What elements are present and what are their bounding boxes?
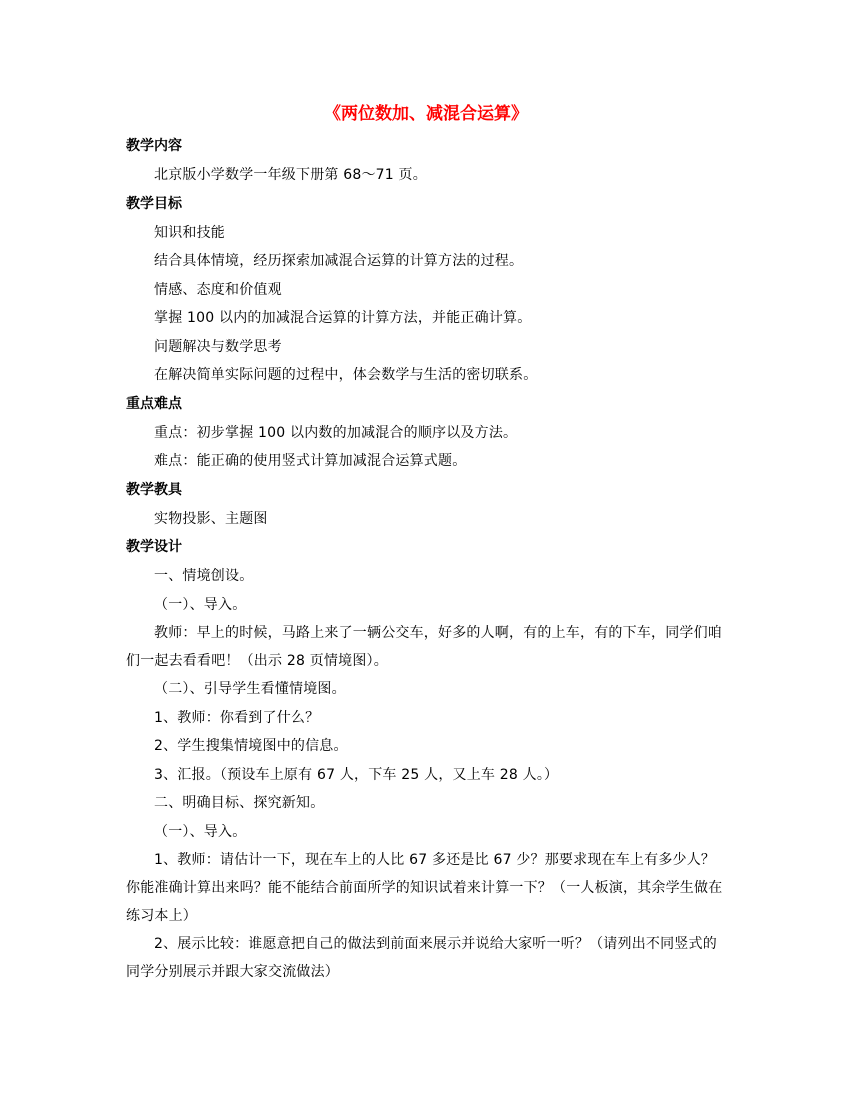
paragraph: 教师：早上的时候，马路上来了一辆公交车，好多的人啊，有的上车，有的下车，同学们咱们一起去看看吧！（出示 28 页情境图）。 <box>126 625 722 669</box>
paragraph: （一）、导入。 <box>154 596 247 613</box>
paragraph: 结合具体情境，经历探索加减混合运算的计算方法的过程。 <box>154 253 524 269</box>
paragraph: 1、教师：你看到了什么？ <box>154 709 320 726</box>
section-content <box>126 132 726 190</box>
section-heading: 重点难点 <box>126 395 182 412</box>
section-objectives <box>126 190 726 390</box>
paragraph: 难点：能正确的使用竖式计算加减混合运算式题。 <box>154 453 467 469</box>
section-heading: 教学目标 <box>126 195 182 212</box>
paragraph: 3、汇报。（预设车上原有 67 人，下车 25 人，又上车 28 人。） <box>154 766 559 783</box>
document-title: 《两位数加、减混合运算》 <box>324 104 528 124</box>
paragraph: 掌握 100 以内的加减混合运算的计算方法，并能正确计算。 <box>154 310 532 326</box>
paragraph: 二、明确目标、探究新知。 <box>154 795 325 811</box>
paragraph: 在解决简单实际问题的过程中，体会数学与生活的密切联系。 <box>154 367 538 383</box>
paragraph: （二）、引导学生看懂情境图。 <box>154 681 346 697</box>
paragraph: 知识和技能 <box>154 224 225 241</box>
paragraph: 问题解决与数学思考 <box>154 338 282 355</box>
paragraph: 一、情境创设。 <box>154 568 254 584</box>
document-page <box>126 100 726 986</box>
section-heading: 教学内容 <box>126 138 182 154</box>
paragraph: 情感、态度和价值观 <box>154 281 282 298</box>
paragraph: （一）、导入。 <box>154 823 247 840</box>
paragraph: 重点：初步掌握 100 以内数的加减混合的顺序以及方法。 <box>154 424 518 441</box>
section-heading: 教学设计 <box>126 539 182 555</box>
paragraph: 1、教师：请估计一下，现在车上的人比 67 多还是比 67 少？那要求现在车上有多少人？你能准确计算出来吗？能不能结合前面所学的知识试着来计算一下？（一人板演，其余学生做在练习本上） <box>126 852 723 924</box>
paragraph: 北京版小学数学一年级下册第 68～71 页。 <box>154 167 427 183</box>
paragraph: 2、学生搜集情境图中的信息。 <box>154 738 348 754</box>
paragraph: 实物投影、主题图 <box>154 510 268 527</box>
section-materials <box>126 476 726 534</box>
paragraph: 2、展示比较：谁愿意把自己的做法到前面来展示并说给大家听一听？（请列出不同竖式的同学分别展示并跟大家交流做法） <box>126 936 717 980</box>
section-design <box>126 533 726 986</box>
section-key-points <box>126 390 726 476</box>
section-heading: 教学教具 <box>126 481 182 498</box>
